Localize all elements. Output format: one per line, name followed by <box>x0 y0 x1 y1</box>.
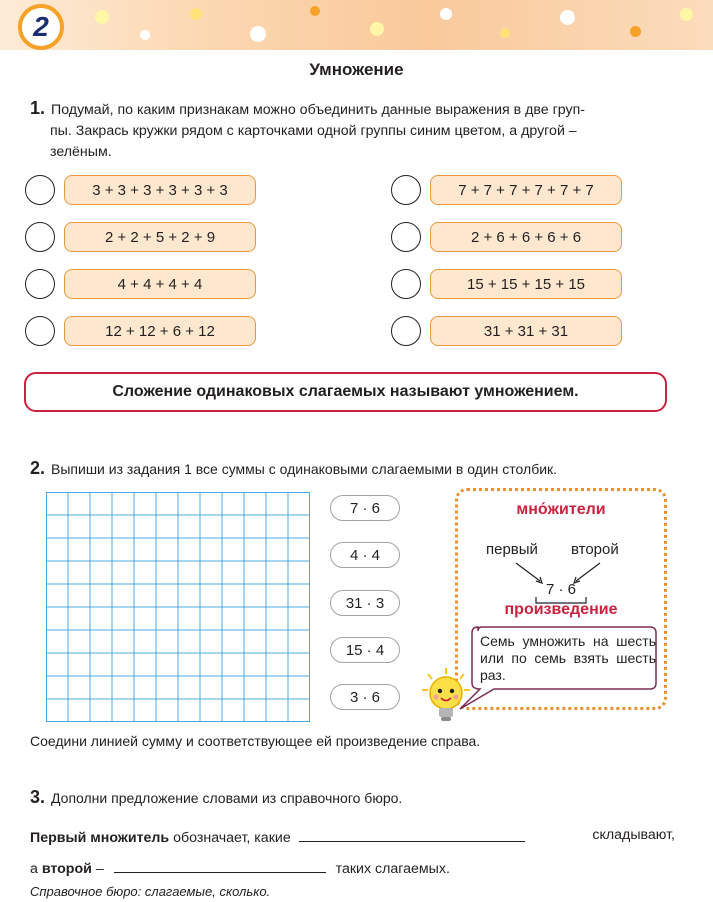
banner-dot <box>140 30 150 40</box>
writing-grid[interactable] <box>46 492 310 722</box>
answer-blank-2[interactable] <box>114 858 326 873</box>
banner-dot <box>440 8 452 20</box>
second-factor-term: второй <box>41 861 92 877</box>
sum-card: 2 + 2 + 5 + 2 + 9 <box>64 222 256 252</box>
task3-instructions <box>30 787 402 808</box>
card-row <box>25 173 256 207</box>
sentence-dash: – <box>95 861 104 877</box>
sum-card: 31 + 31 + 31 <box>430 316 622 346</box>
sum-card: 12 + 12 + 6 + 12 <box>64 316 256 346</box>
banner-dot <box>250 26 266 42</box>
first-factor-label: первый <box>486 541 538 558</box>
card-row <box>391 267 622 301</box>
fill-sentence-line1 <box>30 827 675 846</box>
banner-dot <box>310 6 320 16</box>
banner-dot <box>500 28 510 38</box>
sum-card: 2 + 6 + 6 + 6 + 6 <box>430 222 622 252</box>
color-circle[interactable] <box>25 175 55 205</box>
color-circle[interactable] <box>25 222 55 252</box>
card-row <box>25 220 256 254</box>
color-circle[interactable] <box>25 269 55 299</box>
bubble-text: Семь умножить на шесть или по семь взять шесть раз. <box>480 633 656 683</box>
product-label: произведение <box>504 601 618 618</box>
task1-number: 1. <box>30 98 46 118</box>
sum-card: 15 + 15 + 15 + 15 <box>430 269 622 299</box>
sentence-part1: обозначает, какие <box>173 830 291 846</box>
factors-label: мно́жители <box>516 501 606 518</box>
card-row <box>391 173 622 207</box>
task1-line1: Подумай, по каким признакам можно объединить данные выражения в две груп- <box>51 102 585 118</box>
second-factor-label: второй <box>571 541 619 558</box>
page-number-badge <box>18 4 64 50</box>
fill-sentence-line2 <box>30 858 450 877</box>
task1-instructions <box>30 98 675 163</box>
product-card: 31 · 3 <box>330 590 400 616</box>
answer-blank-1[interactable] <box>299 827 525 842</box>
task3-text: Дополни предложение словами из справочного бюро. <box>51 790 403 806</box>
sum-card: 4 + 4 + 4 + 4 <box>64 269 256 299</box>
sum-card: 3 + 3 + 3 + 3 + 3 + 3 <box>64 175 256 205</box>
color-circle[interactable] <box>25 316 55 346</box>
task2-number: 2. <box>30 458 46 478</box>
example-expression: 7 · 6 <box>545 581 576 598</box>
task1-line3: зелёным. <box>50 144 112 160</box>
banner-dot <box>95 10 109 24</box>
color-circle[interactable] <box>391 222 421 252</box>
page-banner <box>0 0 713 50</box>
banner-dot <box>680 8 693 21</box>
connect-instruction: Соедини линией сумму и соответствующее ей произведение справа. <box>30 733 481 749</box>
sentence-part1-end: складывают, <box>592 827 675 843</box>
info-box <box>455 488 667 710</box>
banner-dot <box>630 26 641 37</box>
card-row <box>391 220 622 254</box>
product-card: 4 · 4 <box>330 542 400 568</box>
color-circle[interactable] <box>391 175 421 205</box>
reference-bureau: Справочное бюро: слагаемые, сколько. <box>30 884 271 899</box>
sentence-part2-start: а <box>30 861 38 877</box>
task3-number: 3. <box>30 787 46 807</box>
product-card: 7 · 6 <box>330 495 400 521</box>
first-factor-term: Первый множитель <box>30 830 170 846</box>
color-circle[interactable] <box>391 269 421 299</box>
sentence-part2-end: таких слагаемых. <box>335 861 450 877</box>
page-title: Умножение <box>309 60 404 79</box>
banner-dot <box>370 22 384 36</box>
card-row <box>25 314 256 348</box>
product-card: 15 · 4 <box>330 637 400 663</box>
card-row <box>25 267 256 301</box>
task2-text: Выпиши из задания 1 все суммы с одинаковыми слагаемыми в один столбик. <box>51 461 558 477</box>
banner-dot <box>190 8 202 20</box>
sum-card: 7 + 7 + 7 + 7 + 7 + 7 <box>430 175 622 205</box>
banner-dot <box>560 10 575 25</box>
page-number: 2 <box>33 11 49 42</box>
lightbulb-mascot-icon <box>420 668 472 724</box>
task2-instructions <box>30 458 557 479</box>
rule-box: Сложение одинаковых слагаемых называют умножением. <box>24 372 667 412</box>
card-row <box>391 314 622 348</box>
task1-line2: пы. Закрась кружки рядом с карточками одной группы синим цветом, а другой – <box>50 123 577 139</box>
color-circle[interactable] <box>391 316 421 346</box>
product-card: 3 · 6 <box>330 684 400 710</box>
